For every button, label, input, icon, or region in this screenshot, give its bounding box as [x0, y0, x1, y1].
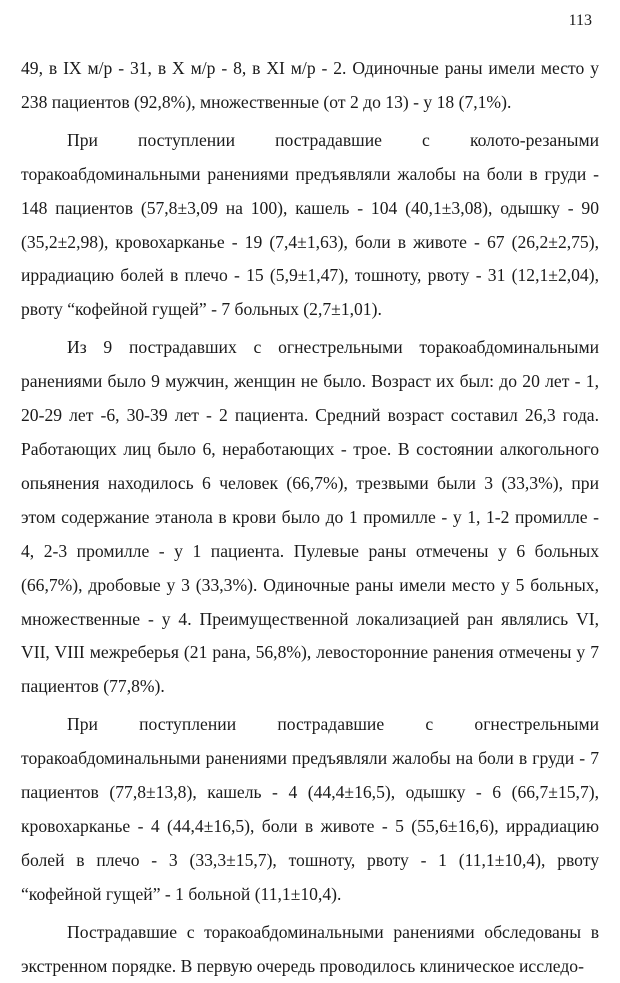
paragraph-examination: Пострадавшие с торакоабдоминальными ранениями обследованы в экстренном порядке. В первую очередь проводилось клиническое исследо-: [21, 921, 599, 976]
paragraph-continuation: 49, в IX м/р - 31, в X м/р - 8, в XI м/р - 2. Одиночные раны имели место у 238 пациентов (92,8%), множественные (от 2 до 13) - у 18 (7,1%).: [21, 58, 599, 112]
paragraph-gunshot-complaints: При поступлении пострадавшие с огнестрельными торакоабдоминальными ранениями предъявляли жалобы на боли в груди - 7 пациентов (77,8±13,8), кашель - 4 (44,4±16,5), одышку - 6 (66,7±15,7), кровохарканье - 4 (44,4±16,5), боли в животе - 5 (55,6±16,6), иррадиацию болей в плечо - 3 (33,3±15,7), тошноту, рвоту - 1 (11,1±10,4), рвоту “кофейной гущей” - 1 больной (11,1±10,4).: [21, 714, 599, 904]
paragraph-gunshot-demographics: Из 9 пострадавших с огнестрельными торакоабдоминальными ранениями было 9 мужчин, женщин не было. Возраст их был: до 20 лет - 1, 20-29 лет -6, 30-39 лет - 2 пациента. Средний возраст составил 26,3 года. Работающих лиц было 6, неработающих - трое. В состоянии алкогольного опьянения находилось 6 человек (66,7%), трезвыми были 3 (33,3%), при этом содержание этанола в крови было до 1 промилле - у 1, 1-2 промилле - 4, 2-3 промилле - у 1 пациента. Пулевые раны отмечены у 6 больных (66,7%), дробовые у 3 (33,3%). Одиночные раны имели место у 5 больных, множественные - у 4. Преимущественной локализацией ран являлись VI, VII, VIII межреберья (21 рана, 56,8%), левосторонние ранения отмечены у 7 пациентов (77,8%).: [21, 337, 599, 697]
page-number: 113: [568, 12, 592, 29]
paragraph-stab-wound-complaints: При поступлении пострадавшие с колото-резаными торакоабдоминальными ранениями предъявляли жалобы на боли в груди - 148 пациентов (57,8±3,09 на 100), кашель - 104 (40,1±3,08), одышку - 90 (35,2±2,98), кровохарканье - 19 (7,4±1,63), боли в животе - 67 (26,2±2,75), иррадиацию болей в плечо - 15 (5,9±1,47), тошноту, рвоту - 31 (12,1±2,04), рвоту “кофейной гущей” - 7 больных (2,7±1,01).: [21, 129, 599, 320]
document-body: [21, 52, 599, 983]
